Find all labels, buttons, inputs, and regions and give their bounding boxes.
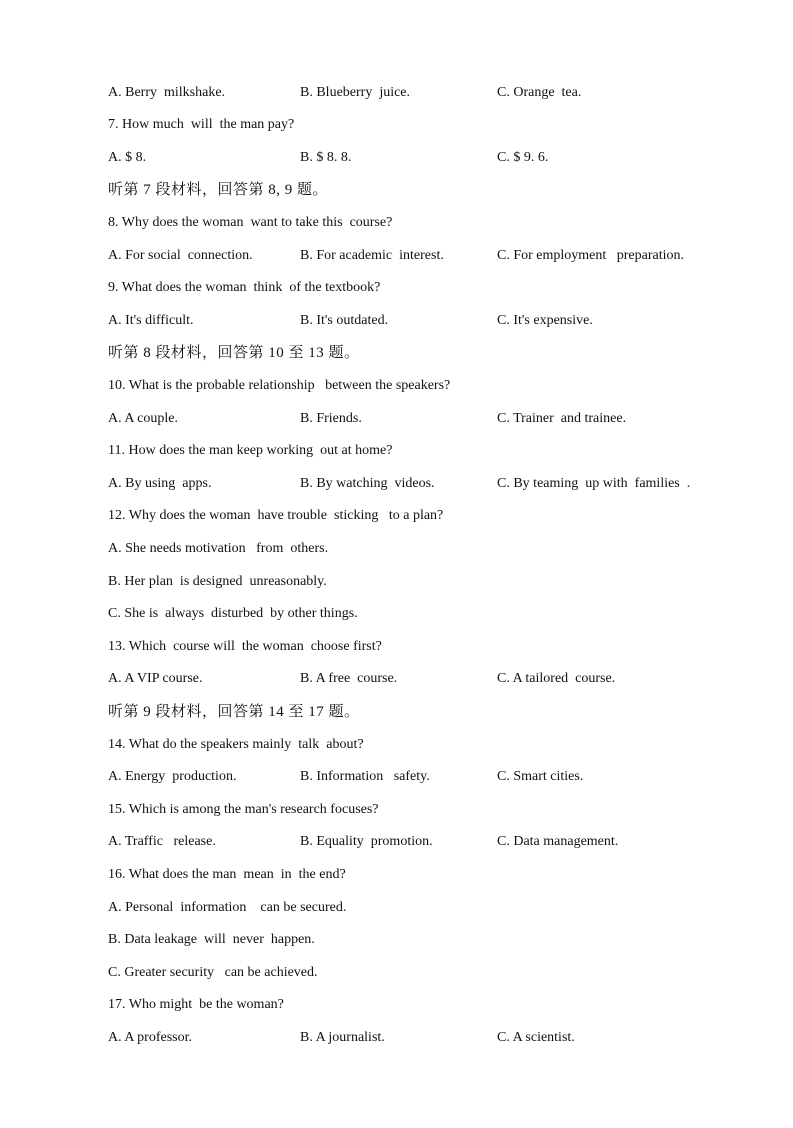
question-14: 14. What do the speakers mainly talk about? [108, 737, 364, 752]
section-heading-8: 听第 8 段材料，回答第 10 至 13 题。 [108, 345, 360, 361]
q16-option-c: C. Greater security can be achieved. [108, 965, 318, 980]
option-b: B. By watching videos. [300, 476, 435, 491]
question-15: 15. Which is among the man's research focuses? [108, 802, 379, 817]
option-b: B. $ 8. 8. [300, 150, 352, 165]
q14-options [108, 767, 584, 787]
question-16: 16. What does the man mean in the end? [108, 867, 346, 882]
option-a: A. It's difficult. [108, 313, 194, 328]
option-c: C. Data management. [497, 834, 619, 849]
option-a: A. For social connection. [108, 248, 253, 263]
option-b: B. Information safety. [300, 769, 430, 784]
question-10: 10. What is the probable relationship between the speakers? [108, 378, 451, 393]
option-b: B. Blueberry juice. [300, 85, 411, 100]
q16-option-b: B. Data leakage will never happen. [108, 932, 315, 947]
question-8: 8. Why does the woman want to take this course? [108, 215, 393, 230]
option-a: A. A VIP course. [108, 671, 203, 686]
option-c: C. Orange tea. [497, 85, 582, 100]
section-heading-9: 听第 9 段材料，回答第 14 至 17 题。 [108, 704, 360, 720]
q17-options [108, 1028, 575, 1048]
question-9: 9. What does the woman think of the textbook? [108, 280, 381, 295]
option-a: A. By using apps. [108, 476, 212, 491]
q12-option-b: B. Her plan is designed unreasonably. [108, 574, 327, 589]
question-12: 12. Why does the woman have trouble sticking to a plan? [108, 508, 444, 523]
option-b: B. For academic interest. [300, 248, 444, 263]
option-c: C. It's expensive. [497, 313, 593, 328]
q13-options [108, 669, 616, 689]
option-c: C. Smart cities. [497, 769, 584, 784]
q8-options [108, 246, 685, 266]
option-c: C. For employment preparation. [497, 248, 685, 263]
q7-options [108, 148, 549, 168]
option-b: B. It's outdated. [300, 313, 389, 328]
option-b: B. Equality promotion. [300, 834, 433, 849]
option-a: A. A couple. [108, 411, 178, 426]
option-c: C. $ 9. 6. [497, 150, 549, 165]
option-a: A. Berry milkshake. [108, 85, 226, 100]
q9-options [108, 311, 593, 331]
q11-options [108, 474, 691, 494]
option-c: C. Trainer and trainee. [497, 411, 627, 426]
option-a: A. A professor. [108, 1030, 192, 1045]
question-7: 7. How much will the man pay? [108, 117, 295, 132]
option-a: A. $ 8. [108, 150, 147, 165]
q16-option-a: A. Personal information can be secured. [108, 900, 347, 915]
option-a: A. Energy production. [108, 769, 237, 784]
option-b: B. A free course. [300, 671, 398, 686]
option-a: A. Traffic release. [108, 834, 216, 849]
question-17: 17. Who might be the woman? [108, 997, 284, 1012]
q15-options [108, 832, 619, 852]
section-heading-7: 听第 7 段材料，回答第 8, 9 题。 [108, 182, 329, 198]
question-11: 11. How does the man keep working out at home? [108, 443, 393, 458]
option-c: C. By teaming up with families . [497, 476, 691, 491]
option-b: B. Friends. [300, 411, 362, 426]
q10-options [108, 409, 627, 429]
option-b: B. A journalist. [300, 1030, 385, 1045]
q12-option-a: A. She needs motivation from others. [108, 541, 329, 556]
question-13: 13. Which course will the woman choose first? [108, 639, 382, 654]
q6-options [108, 83, 582, 103]
option-c: C. A tailored course. [497, 671, 616, 686]
q12-option-c: C. She is always disturbed by other things. [108, 606, 358, 621]
option-c: C. A scientist. [497, 1030, 575, 1045]
